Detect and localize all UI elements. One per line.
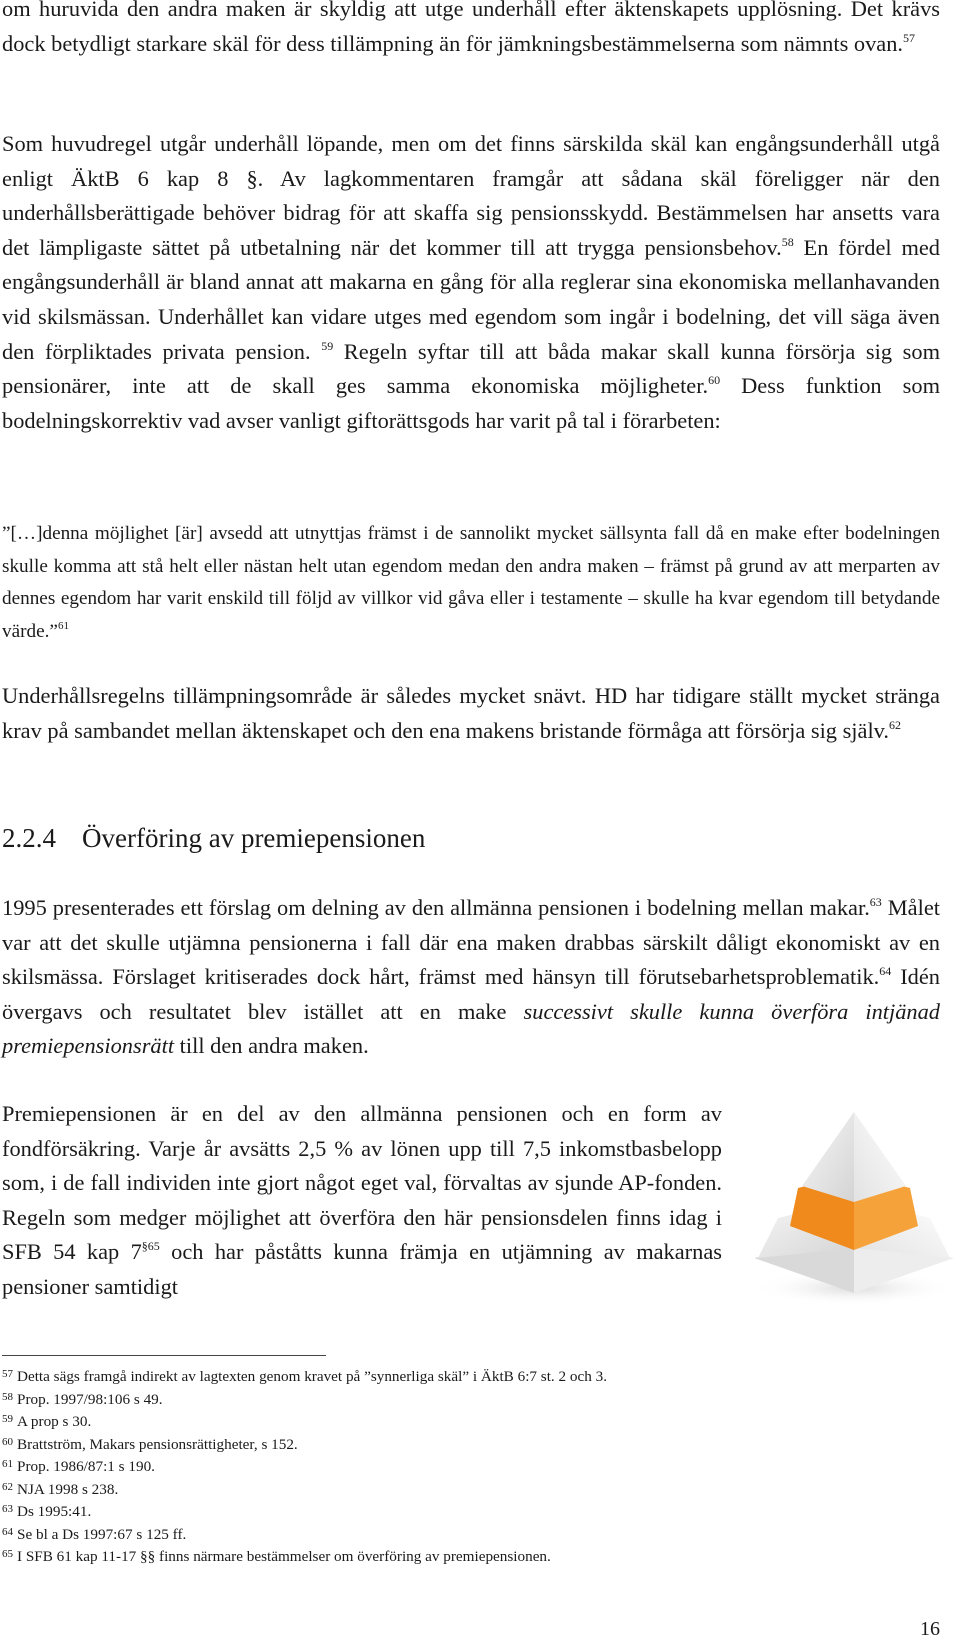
paragraph-forslag-1995 <box>2 891 940 1064</box>
paragraph-tillampningsomrade <box>2 679 940 748</box>
footnote <box>2 1411 940 1434</box>
footnote-text: Detta sägs framgå indirekt av lagtexten genom kravet på ”synnerliga skäl” i ÄktB 6:7 st. 2 och 3. <box>17 1368 608 1385</box>
footnote-ref[interactable]: 57 <box>903 30 916 45</box>
paragraph-engangsunderhall <box>2 127 940 438</box>
footnote <box>2 1479 940 1502</box>
section-title: Överföring av premiepensionen <box>82 823 426 853</box>
footnote-ref[interactable]: 65 <box>147 1239 160 1254</box>
paragraph-text: Dess funktion som bodelningskorrektiv vad avser vanligt giftorättsgods har varit på tal i förarbeten: <box>2 373 940 433</box>
footnote-ref[interactable]: 64 <box>879 964 892 979</box>
footnote-text: I SFB 61 kap 11-17 §§ finns närmare bestämmelser om överföring av premiepensionen. <box>17 1548 551 1565</box>
footnote-ref[interactable]: 58 <box>781 234 794 249</box>
footnote <box>2 1389 940 1412</box>
page-number: 16 <box>920 1618 940 1640</box>
footnotes-list <box>2 1366 940 1569</box>
footnote <box>2 1456 940 1479</box>
quote-text: ”[…]denna möjlighet [är] avsedd att utnyttjas främst i de sannolikt mycket sällsynta fall då en make efter bodelningen skulle komma att stå helt eller nästan helt utan egendom medan den andra maken – främst på grund av att merparten av dennes egendom har varit enskild till följd av villkor vid gåva eller i testamente – skulle ha kvar egendom till betydande värde.” <box>2 523 940 642</box>
paragraph-text: Underhållsregelns tillämpningsområde är således mycket snävt. HD har tidigare ställt mycket stränga krav på sambandet mellan äktenskapet och den ena makens bristande förmåga att försörja sig själv. <box>2 683 940 743</box>
footnote-number: 60 <box>2 1435 13 1448</box>
paragraph-text: och har påståtts kunna främja en utjämning av makarnas pensioner samtidigt <box>2 1239 722 1299</box>
block-quote <box>2 518 940 648</box>
footnote <box>2 1501 940 1524</box>
paragraph-text: En fördel med engångsunderhåll är bland annat att makarna en gång för alla reglerar sina ekonomiska mellanhavanden vid skilsmässan. Underhållet kan vidare utges med egendom som ingår i bodelning, det vill säga även den förpliktades privata pension. <box>2 234 940 364</box>
paragraph-underhall-intro <box>2 0 940 61</box>
footnote <box>2 1524 940 1547</box>
footnote-number: 57 <box>2 1368 13 1380</box>
footnote-ref[interactable]: 63 <box>869 895 882 909</box>
section-number: 2.2.4 <box>2 823 56 853</box>
footnote-number: 65 <box>2 1548 13 1560</box>
footnote-text: Prop. 1997/98:106 s 49. <box>17 1390 163 1408</box>
footnote-ref[interactable]: 59 <box>321 338 334 353</box>
paragraph-text: Premiepensionen är en del av den allmänna pensionen och en form av fondförsäkring. Varje år avsätts 2,5 % av lönen upp till 7,5 inkomstbasbelopp som, i de fall individen inte gjort något eget val, förvaltas av sjunde AP-fonden. Regeln som medger möjlighet att överföra den här pensionsdelen finns idag i SFB 54 kap 7 <box>2 1101 722 1265</box>
footnote-number: 63 <box>2 1503 13 1515</box>
paragraph-text: Som huvudregel utgår underhåll löpande, men om det finns särskilda skäl kan engångsunderhåll utgå enligt ÄktB 6 kap 8 §. Av lagkommentaren framgår att sådana skäl föreligger när den underhållsberättigade behöver bidrag för att skaffa sig pensionsskydd. Bestämmelsen har ansetts vara det lämpligaste sättet på utbetalning när det kommer till att trygga pensionsbehov. <box>2 131 940 260</box>
paragraph-text: 1995 presenterades ett förslag om delning av den allmänna pensionen i bodelning mellan makar. <box>2 895 870 920</box>
footnote-text: Ds 1995:41. <box>17 1503 92 1520</box>
footnote-number: 64 <box>2 1525 13 1538</box>
footnote-number: 61 <box>2 1458 13 1470</box>
paragraph-text: till den andra maken. <box>174 1033 369 1059</box>
footnote <box>2 1546 940 1569</box>
pyramid-image <box>748 1108 960 1308</box>
footnote-number: 59 <box>2 1413 13 1425</box>
section-sign: § <box>141 1239 148 1254</box>
paragraph-text: Regeln syftar till att båda makar skall kunna försörja sig som pensionärer, inte att de skall ges samma ekonomiska möjligheter. <box>2 338 940 399</box>
section-heading <box>2 820 425 856</box>
footnote-ref[interactable]: 61 <box>57 619 69 632</box>
paragraph-text: Idén övergavs och resultatet blev istället att en make <box>2 964 941 1024</box>
footnote <box>2 1434 940 1457</box>
footnote-text: NJA 1998 s 238. <box>17 1480 119 1498</box>
paragraph-text: om huruvida den andra maken är skyldig att utge underhåll efter äktenskapets upplösning. Det krävs dock betydligt starkare skäl för dess tillämpning än för jämkningsbestämmelserna som nämnts ovan. <box>2 0 940 56</box>
footnote-text: Se bl a Ds 1997:67 s 125 ff. <box>17 1525 187 1543</box>
paragraph-premiepension <box>2 1097 722 1305</box>
footnote-separator <box>2 1355 326 1356</box>
footnote-text: Brattström, Makars pensionsrättigheter, s 152. <box>17 1435 298 1453</box>
footnote-number: 58 <box>2 1390 13 1403</box>
footnote <box>2 1366 940 1389</box>
footnote-text: Prop. 1986/87:1 s 190. <box>17 1458 155 1475</box>
paragraph-text: Målet var att det skulle utjämna pensionerna i fall där ena maken drabbas särskilt dåligt ekonomiskt av en skilsmässa. Förslaget kritiserades dock hårt, främst med hänsyn till förutsebarhetsproblematik. <box>2 895 940 990</box>
footnote-ref[interactable]: 60 <box>708 373 721 388</box>
footnote-number: 62 <box>2 1480 13 1493</box>
italic-phrase: successivt skulle kunna överföra intjänad premiepensionsrätt <box>2 998 940 1059</box>
footnote-text: A prop s 30. <box>17 1413 92 1430</box>
footnote-ref[interactable]: 62 <box>889 717 902 732</box>
